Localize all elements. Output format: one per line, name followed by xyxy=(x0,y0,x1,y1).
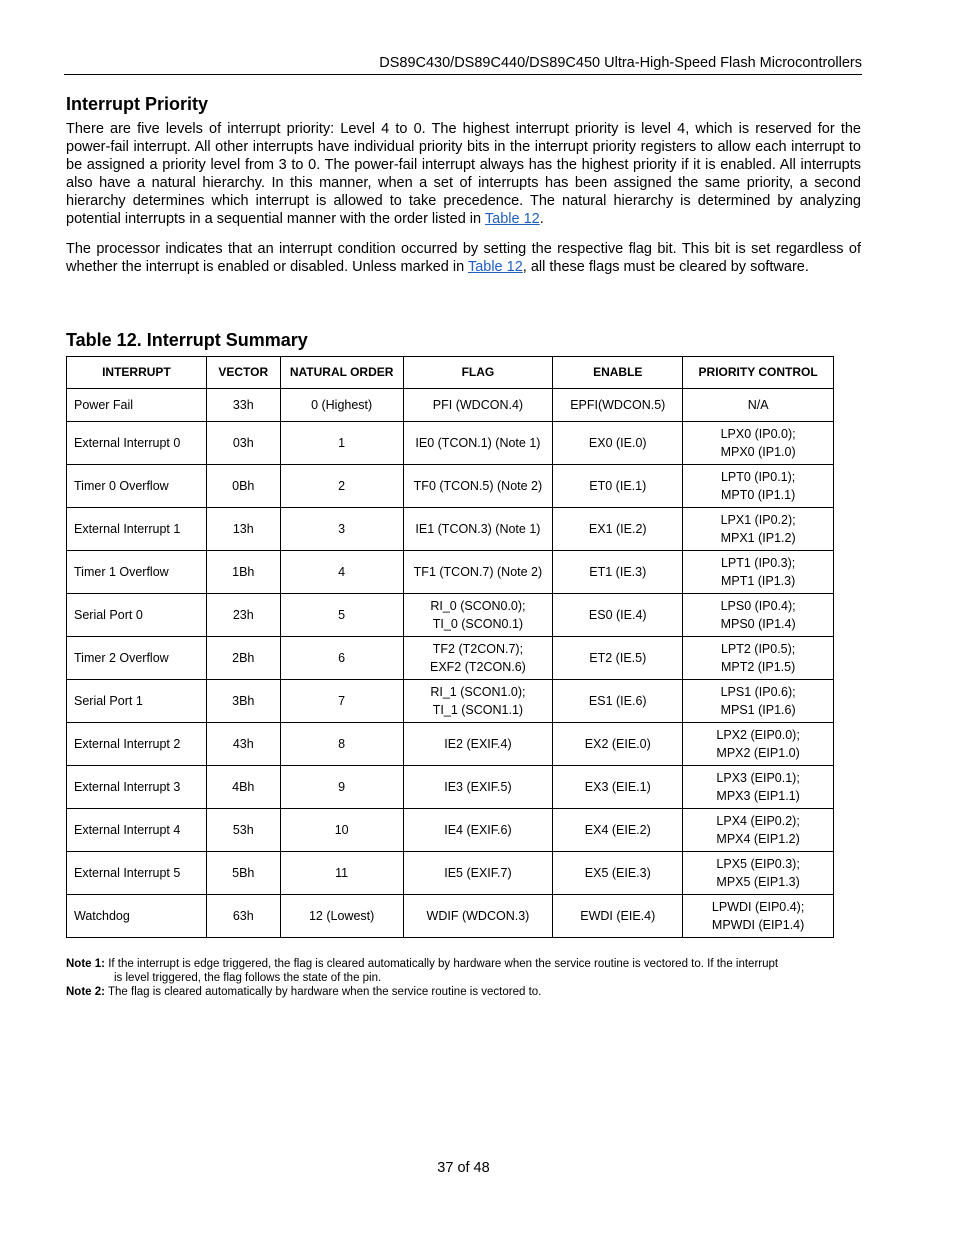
cell-natural-order-line-1: 5 xyxy=(338,607,346,622)
cell-priority-control xyxy=(683,766,834,809)
cell-enable-line-1: EWDI (EIE.4) xyxy=(580,908,656,923)
cell-natural-order xyxy=(280,594,403,637)
cell-vector-line-1: 23h xyxy=(232,607,254,622)
cell-natural-order-line-1: 11 xyxy=(335,865,349,880)
note-1 xyxy=(66,957,856,985)
cell-flag-line-1: TF1 (TCON.7) (Note 2) xyxy=(413,564,543,579)
cell-vector xyxy=(206,389,280,422)
paragraph-2-end: , all these flags must be cleared by software. xyxy=(522,259,809,275)
note-1-text: If the interrupt is edge triggered, the flag is cleared automatically by hardware when the service routine is vectored to. If the interrupt xyxy=(108,958,779,970)
cell-vector xyxy=(206,422,280,465)
cell-vector-line-1: 1Bh xyxy=(232,564,255,579)
cell-priority-control xyxy=(683,723,834,766)
cell-interrupt xyxy=(67,723,207,766)
cell-interrupt xyxy=(67,680,207,723)
cell-priority-control-line-2: MPT1 (IP1.3) xyxy=(720,574,796,588)
table-row xyxy=(67,852,834,895)
cell-natural-order xyxy=(280,895,403,938)
cell-priority-control-line-2: MPX0 (IP1.0) xyxy=(720,445,796,459)
cell-natural-order xyxy=(280,723,403,766)
table-12-link[interactable]: Table 12 xyxy=(484,211,540,227)
cell-priority-control-line-2: MPX3 (EIP1.1) xyxy=(716,789,800,803)
cell-enable-line-1: EX4 (EIE.2) xyxy=(584,822,651,837)
note-1-label: Note 1: xyxy=(66,958,105,970)
cell-enable xyxy=(553,637,683,680)
cell-natural-order-line-1: 4 xyxy=(338,564,346,579)
cell-natural-order xyxy=(280,508,403,551)
cell-enable-line-1: ES0 (IE.4) xyxy=(588,607,647,622)
cell-flag xyxy=(403,389,553,422)
cell-vector-line-1: 13h xyxy=(232,521,254,536)
cell-natural-order xyxy=(280,766,403,809)
cell-natural-order xyxy=(280,809,403,852)
cell-flag-line-1: IE0 (TCON.1) (Note 1) xyxy=(415,435,541,450)
table-row xyxy=(67,637,834,680)
notes xyxy=(66,957,856,999)
cell-interrupt-line-1: Timer 1 Overflow xyxy=(74,564,169,579)
cell-flag xyxy=(403,508,553,551)
cell-natural-order-line-1: 9 xyxy=(338,779,346,794)
cell-flag xyxy=(403,680,553,723)
cell-priority-control-line-1: LPS0 (IP0.4); xyxy=(720,598,796,613)
cell-enable xyxy=(553,766,683,809)
section-title: Interrupt Priority xyxy=(66,94,209,114)
cell-interrupt-line-1: External Interrupt 0 xyxy=(74,435,181,450)
cell-priority-control-line-2: MPS0 (IP1.4) xyxy=(720,617,796,631)
cell-enable-line-1: ET2 (IE.5) xyxy=(589,650,647,665)
cell-priority-control xyxy=(683,809,834,852)
cell-interrupt xyxy=(67,465,207,508)
cell-interrupt xyxy=(67,637,207,680)
table-row xyxy=(67,389,834,422)
cell-flag-line-1: IE5 (EXIF.7) xyxy=(444,865,512,880)
note-1-text-continued: is level triggered, the flag follows the state of the pin. xyxy=(114,972,382,984)
cell-flag xyxy=(403,766,553,809)
cell-enable xyxy=(553,594,683,637)
col-header-natural-order: NATURAL ORDER xyxy=(280,357,403,389)
cell-enable xyxy=(553,680,683,723)
table-row xyxy=(67,508,834,551)
cell-flag-line-1: TF0 (TCON.5) (Note 2) xyxy=(413,478,543,493)
cell-interrupt-line-1: External Interrupt 5 xyxy=(74,865,181,880)
cell-interrupt-line-1: Timer 2 Overflow xyxy=(74,650,169,665)
table-body xyxy=(67,389,834,938)
cell-flag xyxy=(403,852,553,895)
cell-natural-order xyxy=(280,680,403,723)
cell-flag xyxy=(403,551,553,594)
cell-priority-control-line-1: N/A xyxy=(747,397,769,412)
table-row xyxy=(67,895,834,938)
paragraph-2 xyxy=(66,240,861,276)
cell-vector-line-1: 03h xyxy=(232,435,254,450)
cell-interrupt-line-1: External Interrupt 4 xyxy=(74,822,181,837)
cell-natural-order-line-1: 12 (Lowest) xyxy=(308,908,375,923)
cell-flag-line-2: EXF2 (T2CON.6) xyxy=(430,660,526,674)
cell-natural-order xyxy=(280,389,403,422)
cell-enable xyxy=(553,551,683,594)
cell-vector xyxy=(206,551,280,594)
cell-vector-line-1: 2Bh xyxy=(232,650,255,665)
cell-interrupt xyxy=(67,594,207,637)
cell-priority-control xyxy=(683,422,834,465)
cell-priority-control xyxy=(683,551,834,594)
cell-interrupt-line-1: External Interrupt 1 xyxy=(74,521,181,536)
note-2-label: Note 2: xyxy=(66,986,105,998)
cell-priority-control-line-2: MPS1 (IP1.6) xyxy=(720,703,796,717)
cell-priority-control-line-1: LPT1 (IP0.3); xyxy=(720,555,796,570)
cell-enable-line-1: EX5 (EIE.3) xyxy=(584,865,651,880)
cell-priority-control-line-1: LPX4 (EIP0.2); xyxy=(716,813,800,828)
cell-priority-control xyxy=(683,680,834,723)
table-row xyxy=(67,809,834,852)
cell-vector xyxy=(206,723,280,766)
cell-flag-line-1: RI_1 (SCON1.0); xyxy=(430,684,526,699)
cell-priority-control xyxy=(683,389,834,422)
cell-vector xyxy=(206,895,280,938)
cell-vector-line-1: 53h xyxy=(232,822,254,837)
paragraph-1 xyxy=(66,120,861,228)
cell-enable xyxy=(553,809,683,852)
cell-enable-line-1: EX1 (IE.2) xyxy=(588,521,647,536)
cell-flag xyxy=(403,637,553,680)
cell-vector-line-1: 4Bh xyxy=(232,779,255,794)
interrupt-summary-table xyxy=(66,356,834,938)
cell-interrupt xyxy=(67,809,207,852)
cell-priority-control-line-1: LPT2 (IP0.5); xyxy=(720,641,796,656)
cell-flag xyxy=(403,895,553,938)
cell-flag-line-1: RI_0 (SCON0.0); xyxy=(430,598,526,613)
table-header-row xyxy=(67,357,834,389)
cell-vector xyxy=(206,637,280,680)
cell-vector xyxy=(206,594,280,637)
table-title: Table 12. Interrupt Summary xyxy=(66,330,308,350)
cell-priority-control-line-2: MPX4 (EIP1.2) xyxy=(716,832,800,846)
cell-enable xyxy=(553,422,683,465)
cell-natural-order-line-1: 2 xyxy=(338,478,346,493)
cell-natural-order xyxy=(280,422,403,465)
cell-enable xyxy=(553,723,683,766)
cell-interrupt xyxy=(67,551,207,594)
cell-interrupt xyxy=(67,508,207,551)
cell-enable-line-1: ET1 (IE.3) xyxy=(589,564,647,579)
table-row xyxy=(67,422,834,465)
paragraph-1-end: . xyxy=(539,211,544,227)
cell-natural-order-line-1: 6 xyxy=(338,650,346,665)
page-header: DS89C430/DS89C440/DS89C450 Ultra-High-Speed Flash Microcontrollers xyxy=(64,55,862,75)
cell-priority-control xyxy=(683,895,834,938)
cell-priority-control-line-2: MPWDI (EIP1.4) xyxy=(711,918,805,932)
cell-flag xyxy=(403,465,553,508)
table-row xyxy=(67,680,834,723)
cell-natural-order-line-1: 8 xyxy=(338,736,346,751)
cell-natural-order xyxy=(280,637,403,680)
cell-interrupt xyxy=(67,852,207,895)
cell-vector xyxy=(206,680,280,723)
cell-flag xyxy=(403,723,553,766)
table-row xyxy=(67,766,834,809)
cell-interrupt xyxy=(67,389,207,422)
cell-enable-line-1: ES1 (IE.6) xyxy=(588,693,647,708)
cell-flag xyxy=(403,422,553,465)
cell-natural-order xyxy=(280,551,403,594)
table-row xyxy=(67,594,834,637)
cell-enable-line-1: ET0 (IE.1) xyxy=(589,478,647,493)
cell-natural-order xyxy=(280,465,403,508)
cell-enable xyxy=(553,852,683,895)
cell-interrupt-line-1: Serial Port 1 xyxy=(74,693,143,708)
cell-flag-line-1: IE2 (EXIF.4) xyxy=(444,736,512,751)
col-header-vector: VECTOR xyxy=(206,357,280,389)
cell-priority-control xyxy=(683,852,834,895)
cell-priority-control xyxy=(683,508,834,551)
cell-interrupt xyxy=(67,766,207,809)
cell-enable xyxy=(553,895,683,938)
cell-interrupt-line-1: Power Fail xyxy=(74,397,134,412)
cell-priority-control-line-1: LPX2 (EIP0.0); xyxy=(716,727,800,742)
cell-priority-control-line-1: LPX5 (EIP0.3); xyxy=(716,856,800,871)
cell-vector-line-1: 5Bh xyxy=(232,865,255,880)
cell-interrupt-line-1: Watchdog xyxy=(74,908,130,923)
cell-interrupt xyxy=(67,422,207,465)
cell-natural-order-line-1: 10 xyxy=(334,822,349,837)
cell-priority-control-line-1: LPX1 (IP0.2); xyxy=(720,512,796,527)
cell-flag-line-1: TF2 (T2CON.7); xyxy=(432,641,524,656)
cell-vector xyxy=(206,766,280,809)
cell-vector-line-1: 0Bh xyxy=(232,478,255,493)
cell-natural-order-line-1: 1 xyxy=(338,435,346,450)
cell-enable xyxy=(553,508,683,551)
cell-priority-control-line-1: LPWDI (EIP0.4); xyxy=(711,899,805,914)
table-row xyxy=(67,551,834,594)
cell-priority-control xyxy=(683,594,834,637)
col-header-flag: FLAG xyxy=(403,357,553,389)
cell-interrupt-line-1: External Interrupt 3 xyxy=(74,779,181,794)
cell-priority-control-line-2: MPX2 (EIP1.0) xyxy=(716,746,800,760)
table-row xyxy=(67,723,834,766)
cell-priority-control-line-2: MPX5 (EIP1.3) xyxy=(716,875,800,889)
cell-priority-control-line-2: MPX1 (IP1.2) xyxy=(720,531,796,545)
cell-interrupt-line-1: External Interrupt 2 xyxy=(74,736,181,751)
table-12-link-2[interactable]: Table 12 xyxy=(467,259,523,275)
cell-enable xyxy=(553,465,683,508)
note-2-text: The flag is cleared automatically by hardware when the service routine is vectored to. xyxy=(107,986,542,998)
cell-flag-line-1: IE1 (TCON.3) (Note 1) xyxy=(415,521,541,536)
col-header-enable: ENABLE xyxy=(553,357,683,389)
cell-natural-order-line-1: 7 xyxy=(338,693,346,708)
cell-flag-line-2: TI_0 (SCON0.1) xyxy=(432,617,524,631)
cell-priority-control-line-1: LPX3 (EIP0.1); xyxy=(716,770,800,785)
cell-priority-control-line-1: LPX0 (IP0.0); xyxy=(720,426,796,441)
cell-flag-line-1: PFI (WDCON.4) xyxy=(432,397,524,412)
note-2 xyxy=(66,985,856,999)
cell-flag-line-2: TI_1 (SCON1.1) xyxy=(432,703,524,717)
cell-priority-control-line-1: LPT0 (IP0.1); xyxy=(720,469,796,484)
cell-interrupt-line-1: Serial Port 0 xyxy=(74,607,143,622)
cell-flag-line-1: WDIF (WDCON.3) xyxy=(426,908,530,923)
cell-priority-control xyxy=(683,465,834,508)
cell-priority-control-line-1: LPS1 (IP0.6); xyxy=(720,684,796,699)
cell-flag xyxy=(403,809,553,852)
cell-enable-line-1: EX2 (EIE.0) xyxy=(584,736,651,751)
paragraph-1-text: There are five levels of interrupt priority: Level 4 to 0. The highest interrupt priority is level 4, which is reserved for the power-fail interrupt. All other interrupts have individual priority bits in the interrupt priority registers to allow each interrupt to be assigned a priority level from 3 to 0. The power-fail interrupt always has the highest priority if it is enabled. All interrupts also have a natural hierarchy. In this manner, when a set of interrupts has been assigned the same priority, a second hierarchy determines which interrupt is allowed to take precedence. The natural hierarchy is determined by analyzing potential interrupts in a sequential manner with the order listed in xyxy=(66,121,861,227)
cell-interrupt xyxy=(67,895,207,938)
cell-natural-order-line-1: 0 (Highest) xyxy=(311,397,373,412)
cell-vector xyxy=(206,809,280,852)
col-header-priority-control: PRIORITY CONTROL xyxy=(683,357,834,389)
cell-flag-line-1: IE3 (EXIF.5) xyxy=(444,779,512,794)
cell-enable xyxy=(553,389,683,422)
cell-vector-line-1: 63h xyxy=(232,908,254,923)
cell-natural-order xyxy=(280,852,403,895)
cell-enable-line-1: EX0 (IE.0) xyxy=(588,435,647,450)
cell-flag-line-1: IE4 (EXIF.6) xyxy=(444,822,512,837)
col-header-interrupt: INTERRUPT xyxy=(67,357,207,389)
cell-vector-line-1: 43h xyxy=(232,736,254,751)
cell-priority-control-line-2: MPT2 (IP1.5) xyxy=(720,660,796,674)
paragraph-2-text: The processor indicates that an interrupt condition occurred by setting the respective flag bit. This bit is set regardless of whether the interrupt is enabled or disabled. Unless marked in xyxy=(66,241,861,275)
cell-vector-line-1: 33h xyxy=(232,397,254,412)
cell-enable-line-1: EX3 (EIE.1) xyxy=(584,779,651,794)
cell-vector-line-1: 3Bh xyxy=(232,693,255,708)
cell-vector xyxy=(206,465,280,508)
table-row xyxy=(67,465,834,508)
cell-priority-control-line-2: MPT0 (IP1.1) xyxy=(720,488,796,502)
cell-enable-line-1: EPFI(WDCON.5) xyxy=(570,397,666,412)
cell-vector xyxy=(206,508,280,551)
cell-flag xyxy=(403,594,553,637)
page-number: 37 of 48 xyxy=(437,1160,490,1176)
cell-vector xyxy=(206,852,280,895)
cell-interrupt-line-1: Timer 0 Overflow xyxy=(74,478,169,493)
cell-priority-control xyxy=(683,637,834,680)
cell-natural-order-line-1: 3 xyxy=(338,521,346,536)
